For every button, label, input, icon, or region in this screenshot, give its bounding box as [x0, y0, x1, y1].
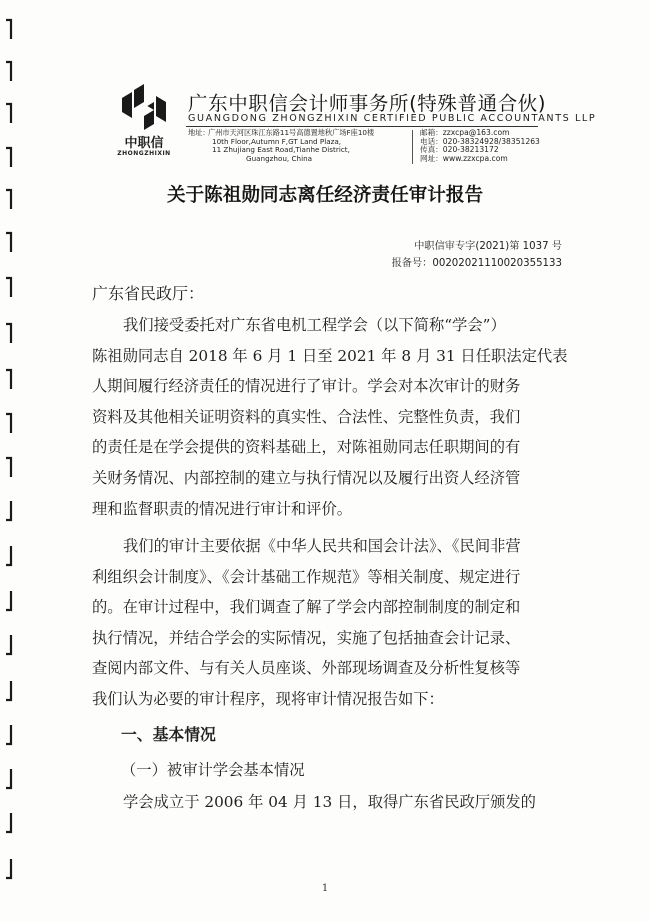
document-title: 关于陈祖勋同志离任经济责任审计报告	[166, 185, 484, 206]
paragraph-line: 人期间履行经济责任的情况进行了审计。学会对本次审计的财务	[92, 377, 521, 396]
binding-mark-icon	[4, 18, 14, 40]
binding-mark-icon	[4, 812, 14, 834]
binding-mark-icon	[4, 146, 14, 168]
paragraph-line: 陈祖勋同志自 2018 年 6 月 1 日至 2021 年 8 月 31 日任职法定代表	[92, 346, 568, 365]
binding-mark-icon	[4, 322, 14, 344]
subsection-heading: （一）被审计学会基本情况	[121, 761, 305, 779]
filing-number: 报备号：00202021110020355133	[391, 258, 562, 269]
paragraph-line: 资料及其他相关证明资料的真实性、合法性、完整性负责，我们	[92, 407, 521, 426]
binding-mark-icon	[4, 500, 14, 522]
binding-mark-icon	[4, 680, 14, 702]
firm-name-cn: 广东中职信会计师事务所(特殊普通合伙)	[188, 92, 547, 115]
salutation: 广东省民政厅：	[92, 284, 205, 303]
contact-fax: 传真：020-38213172	[420, 145, 499, 155]
binding-mark-icon	[4, 368, 14, 390]
reference-block	[392, 238, 562, 272]
paragraph-2	[92, 531, 562, 715]
paragraph-line: 利组织会计制度》、《会计基础工作规范》等相关制度、规定进行	[92, 567, 521, 586]
address-en-line: 11 Zhujiang East Road,Tianhe District,	[212, 145, 350, 155]
contact-email: 邮箱：zzxcpa@163.com	[420, 128, 510, 137]
binding-mark-icon	[4, 590, 14, 612]
address-en-line: Guangzhou, China	[246, 153, 313, 163]
paragraph-line: 执行情况，并结合学会的实际情况，实施了包括抽查会计记录、	[92, 628, 521, 647]
binding-mark-icon	[4, 858, 14, 880]
binding-mark-icon	[4, 768, 14, 790]
firm-name-en: GUANGDONG ZHONGZHIXIN CERTIFIED PUBLIC ACCOUNTANTS LLP	[188, 113, 597, 124]
binding-mark-icon	[4, 60, 14, 82]
paragraph-line: 理和监督职责的情况进行审计和评价。	[92, 499, 353, 518]
logo-emblem-icon	[114, 84, 174, 132]
binding-mark-icon	[4, 231, 14, 253]
binding-mark-icon	[4, 634, 14, 656]
section-heading: 一、基本情况	[121, 725, 216, 744]
paragraph-line: 学会成立于 2006 年 04 月 13 日，取得广东省民政厅颁发的	[123, 793, 536, 811]
binding-mark-icon	[4, 545, 14, 567]
logo-name: 中职信	[124, 136, 164, 151]
contact-phone: 电话：020-38324928/38351263	[420, 136, 540, 146]
address-label: 地址：	[188, 128, 210, 137]
binding-mark-icon	[4, 102, 14, 124]
firm-contacts	[420, 129, 540, 163]
paragraph-line: 关财务情况、内部控制的建立与执行情况以及履行出资人经济管	[92, 468, 521, 487]
contact-divider	[412, 130, 413, 164]
paragraph-line: 的责任是在学会提供的资料基础上，对陈祖勋同志任职期间的有	[92, 438, 521, 457]
address-cn: 广州市天河区珠江东路11号高德置地秋广场F座10楼	[208, 128, 375, 137]
binding-mark-icon	[4, 724, 14, 746]
paragraph-line: 的。在审计过程中，我们调查了解了学会内部控制制度的制定和	[92, 598, 521, 617]
address-en-line: 10th Floor,Autumn F,GT Land Plaza,	[212, 136, 342, 146]
paragraph-line: 我们认为必要的审计程序，现将审计情况报告如下：	[92, 689, 444, 708]
paragraph-line: 我们的审计主要依据《中华人民共和国会计法》、《民间非营	[123, 537, 521, 555]
logo-roman: ZHONGZHIXIN	[117, 150, 171, 157]
paragraph-line: 查阅内部文件、与有关人员座谈、外部现场调查及分析性复核等	[92, 659, 521, 678]
firm-logo	[114, 84, 174, 164]
reference-number: 中职信审专字(2021)第 1037 号	[414, 241, 562, 252]
letterhead-divider	[186, 126, 538, 127]
binding-mark-icon	[4, 276, 14, 298]
binding-mark-icon	[4, 456, 14, 478]
paragraph-1	[92, 310, 568, 524]
paragraph-line: 我们接受委托对广东省电机工程学会（以下简称“学会”）	[123, 316, 506, 334]
paragraph-3	[92, 787, 562, 818]
page-number: 1	[321, 883, 329, 894]
firm-address	[188, 129, 374, 163]
binding-mark-icon	[4, 412, 14, 434]
contact-website: 网址：www.zzxcpa.com	[420, 153, 508, 163]
